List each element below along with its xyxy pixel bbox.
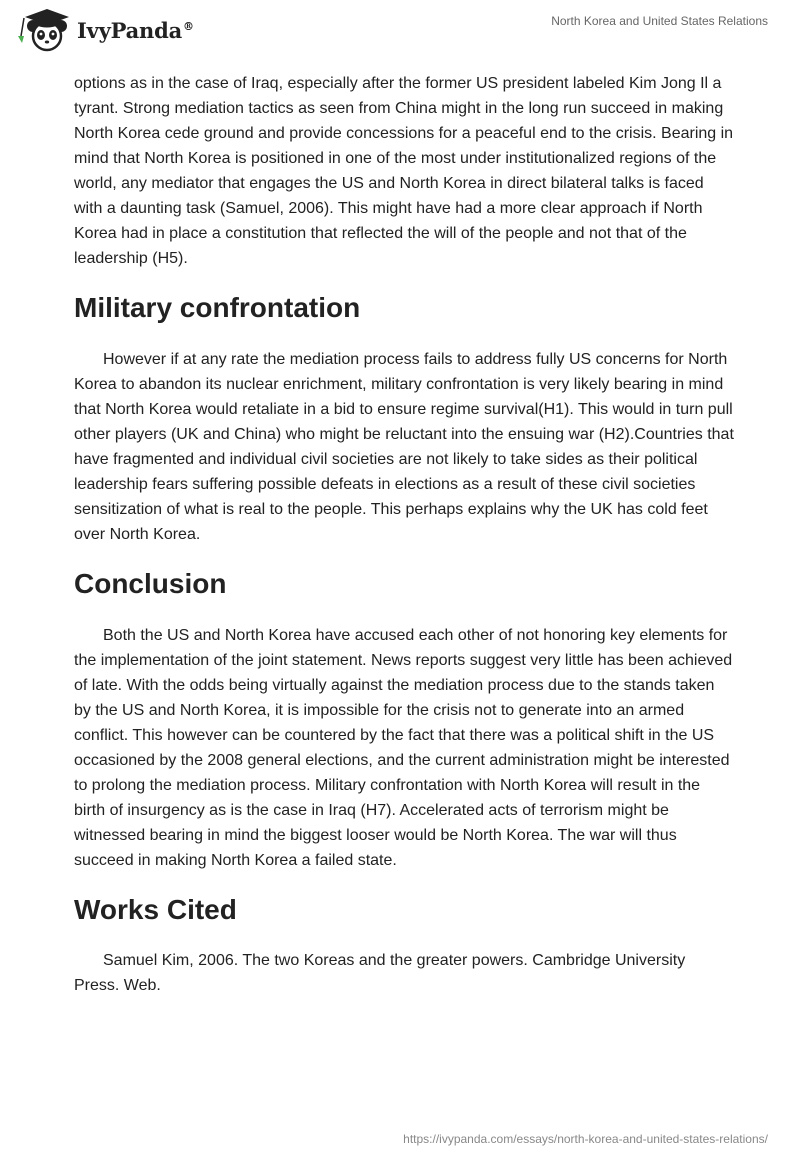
section-heading-military: Military confrontation [74, 292, 361, 323]
works-cited-entry: Samuel Kim, 2006. The two Koreas and the greater powers. Cambridge University Press. Web. [74, 952, 686, 994]
section-heading-works-cited: Works Cited [74, 894, 237, 925]
brand-name: IvyPanda® [77, 17, 194, 43]
page-header [0, 0, 800, 60]
registered-mark: ® [183, 19, 194, 33]
source-url[interactable]: https://ivypanda.com/essays/north-korea-and-united-states-relations/ [403, 1132, 768, 1146]
section-heading-conclusion: Conclusion [74, 568, 227, 599]
brand-logo[interactable] [15, 6, 194, 52]
section-paragraph-military: However if at any rate the mediation process fails to address fully US concerns for North Korea to abandon its nuclear enrichment, military confrontation is very likely bearing in mind that North Korea would retaliate in a bid to ensure regime survival(H1). This would in turn pull other players (UK and China) who might be reluctant into the ensuing war (H2).Countries that have fragmented and individual civil societies are not likely to take sides as their political leadership fears suffering possible defeats in elections as a result of these civil societies sensitization of what is real to the people. This perhaps explains why the UK has cold feet over North Korea. [74, 351, 734, 543]
document-title: North Korea and United States Relations [551, 14, 768, 28]
essay-content [74, 71, 734, 998]
panda-graduate-icon [15, 6, 73, 52]
section-paragraph-conclusion: Both the US and North Korea have accused each other of not honoring key elements for the implementation of the joint statement. News reports suggest very little has been achieved of late. With the odds being virtually against the mediation process due to the stands taken by the US and North Korea, it is impossible for the crisis not to generate into an armed conflict. This however can be countered by the fact that there was a political shift in the US occasioned by the 2008 general elections, and the current administration might be interested to prolong the mediation process. Military confrontation with North Korea will result in the birth of insurgency as is the case in Iraq (H7). Accelerated acts of terrorism might be witnessed bearing in mind the biggest looser would be North Korea. The war will thus succeed in making North Korea a failed state. [74, 627, 733, 869]
intro-paragraph: options as in the case of Iraq, especially after the former US president labeled Kim Jong Il a tyrant. Strong mediation tactics as seen from China might in the long run succeed in making North Korea cede ground and provide concessions for a peaceful end to the crisis. Bearing in mind that North Korea is positioned in one of the most under institutionalized regions of the world, any mediator that engages the US and North Korea in direct bilateral talks is faced with a daunting task (Samuel, 2006). This might have had a more clear approach if North Korea had in place a constitution that reflected the will of the people and not that of the leadership (H5). [74, 75, 734, 267]
